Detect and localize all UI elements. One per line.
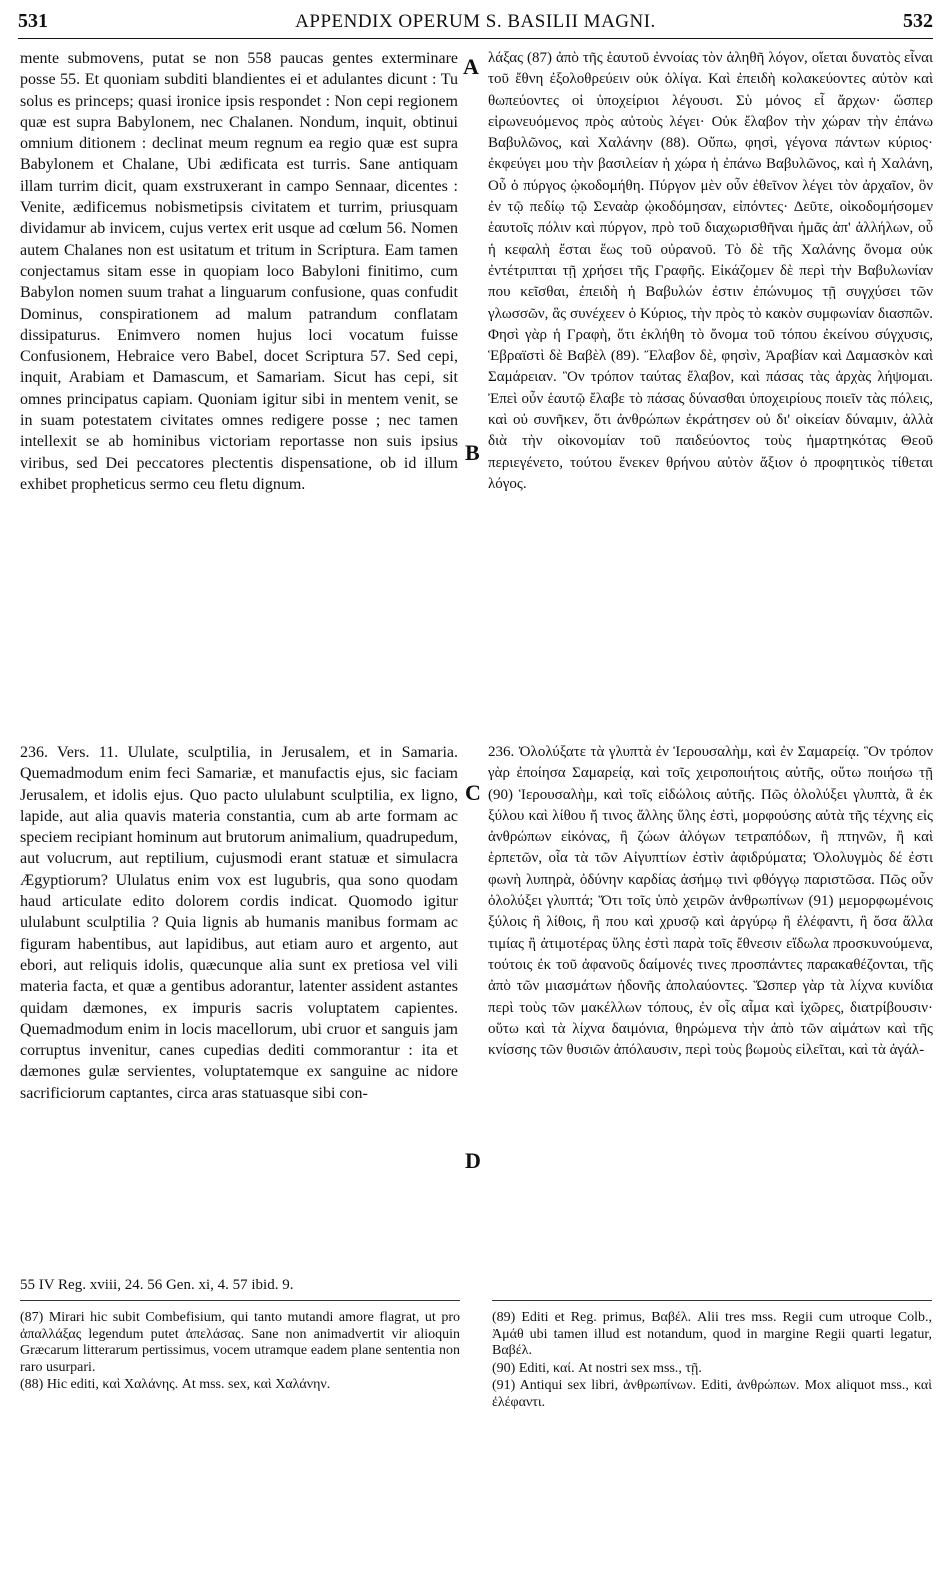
greek-paragraph-1: λάξας (87) ἀπὸ τῆς ἑαυτοῦ ἐννοίας τὸν ἀληθῆ λόγον, οἴεται δυνατὸς εἶναι τοῦ ἔθνη ἐξολοθρεύειν οὐκ ὀλίγα. Καὶ ἐπειδὴ κολακεύοντες αὐτὸν καὶ θωπεύοντες οἱ ὑποχείριοι λέγουσι. Σὺ μόνος εἶ ἄρχων· ὥσπερ εἰρωνευόμενος πρὸς αὐτοὺς λέγει· Οὐκ ἔλαβον τὴν χώραν τὴν ἐπάνω Βαβυλῶνος, καὶ Χαλάνην (88). Οὔπω, φησὶ, γέγονα πάντων κύριος· ἐκφεύγει μου τὴν βασιλείαν ἡ χώρα ἡ ἐπάνω Βαβυλῶνος, καὶ ἡ Χαλάνη, Οὗ ὁ πύργος ᾠκοδομήθη. Πύργον μὲν οὖν ἐθεῖνον λέγει τὸν ἀρχαῖον, ὃν ἐν τῷ πεδίῳ τῷ Σεναὰρ ᾠκοδόμησαν, εἰπόντες· Δεῦτε, οἰκοδομήσομεν ἑαυτοῖς πόλιν καὶ πύργον, πρὸ τοῦ διαχωρισθῆναι ἡμᾶς ἀπ' ἀλλήλων, οὗ ἡ κεφαλὴ ἔσται ἕως τοῦ οὐρανοῦ. Τὸ δὲ τῆς Χαλάνης ὄνομα οὐκ ἐντέτριπται τῇ χρήσει τῆς Γραφῆς. Εἰκάζομεν δὲ περὶ τὴν Βαβυλωνίαν που κεῖσθαι, ἐπειδὴ ἡ Βαβυλών ἐστιν ἐπώνυμος τῇ συγχύσει τῶν γλωσσῶν, ἃς συνέχεεν ὁ Κύριος, τὴν πρὸς τὸ κακὸν συμφωνίαν διασπῶν. Φησὶ γὰρ ἡ Γραφὴ, ὅτι ἐκλήθη τὸ ὄνομα τοῦ τόπου ἐκείνου σύγχυσις, Ἑβραϊστὶ δὲ Βαβὲλ (89). Ἔλαβον δὲ, φησὶν, Ἀραβίαν καὶ Δαμασκὸν καὶ Σαμάρειαν. Ὃν τρόπον ταύτας ἔλαβον, καὶ πάσας τὰς ἀρχὰς λήψομαι. Ἐπεὶ οὖν ἑαυτῷ ἔλαβε τὸ πάσας δύνασθαι ὑποχειρίους ποιεῖν τὰς πόλεις, καὶ οὐ συνῆκεν, ὅτι ἀνθρώπων ἐκράτησεν οὐ δι' οἰκείαν δύναμιν, ἀλλὰ διὰ τὴν οἰκονομίαν τοῦ παιδεύοντος τοὺς ἡμαρτηκότας Θεοῦ περιεγένετο, τούτου ἕνεκεν θρήνου αὐτὸν ἄξιον ὁ προφητικὸς τίθεται λόγος.: [488, 50, 933, 492]
scripture-citations: 55 IV Reg. xviii, 24. 56 Gen. xi, 4. 57 ibid. 9.: [20, 1277, 294, 1293]
latin-column-upper: [20, 48, 458, 708]
footnote-87: (87) Mirari hic subit Combefisium, qui tanto mutandi amore flagrat, ut pro ἀπαλλάξας legendum putet ἀπελάσας. Sane non animadvertit vir alioquin Græcarum litterarum pertissimus, vocem utramque eadem plane sententia non raro usurpari.: [20, 1310, 460, 1375]
margin-letter-d: D: [465, 1148, 481, 1173]
margin-letter-c: C: [465, 780, 481, 805]
footnotes-left: [20, 1310, 460, 1395]
footnote-88: (88) Hic editi, καὶ Χαλάνης. At mss. sex, καὶ Χαλάνην.: [20, 1377, 331, 1392]
footnote-rule-left: [20, 1300, 460, 1301]
margin-letter-b: B: [465, 440, 480, 465]
latin-column-lower: [20, 742, 458, 1264]
margin-letter-a: A: [463, 54, 479, 79]
footnote-89: (89) Editi et Reg. primus, Βαβέλ. Alii tres mss. Regii cum utroque Colb., Ἀμάθ ubi tamen illud est notandum, quod in margine Regii quarti legatur, Βαβέλ.: [492, 1310, 932, 1358]
footnotes-right: [492, 1310, 932, 1412]
greek-column-upper: [488, 48, 933, 708]
latin-paragraph-1: mente submovens, putat se non 558 paucas gentes exterminare posse 55. Et quoniam subditi blandientes ei et adulantes dicunt : Tu solus es princeps; quasi ironice ipsis respondet : Non cepi regionem quæ est supra Babylonem, nec Chalanen. Nondum, inquit, obtinui omnium ditionem : declinat meum regnum ea regio quæ est supra Babylonem et Chalane, Ubi ædificata est turris. Sane antiquam illam turrim dicit, quam exstruxerant in campo Sennaar, dicentes : Venite, ædificemus nobismetipsis civitatem et turrim, priusquam dividamur ab invicem, cujus vertex erit usque ad cœlum 56. Nomen autem Chalanes non est usitatum et tritum in Scriptura. Eam tamen conjectamus sitam esse in quopiam loco Babyloni finitimo, cum Babylon nomen suum trahat a linguarum confusione, quas confudit Dominus, conspirationem ad malum patrandum conflatam dissipaturus. Enimvero nomen hujus loci vocatum fuisse Confusionem, Hebraice vero Babel, docet Scriptura 57. Sed cepi, inquit, Arabiam et Damascum, et Samariam. Sicut has cepi, sit omnes principatus capiam. Quoniam igitur sibi in mentem venit, se in suam potestatem civitates omnes redigere posse ; nec tamen intellexit se ab hominibus victoriam reportasse non suis ipsius viribus, sed Dei peccatores plectentis dispensatione, ob id illum exhibet propheticus sermo ceu fletu dignum.: [20, 50, 458, 493]
footnote-91: (91) Antiqui sex libri, ἀνθρωπίνων. Editi, ἀνθρώπων. Mox aliquot mss., καὶ ἐλέφαντι.: [492, 1378, 932, 1410]
footnote-rule-right: [492, 1300, 932, 1301]
greek-paragraph-2: 236. Ὀλολύξατε τὰ γλυπτὰ ἐν Ἱερουσαλὴμ, καὶ ἐν Σαμαρείᾳ. Ὃν τρόπον γὰρ ἐποίησα Σαμαρείᾳ, καὶ τοῖς χειροποιήτοις αὐτῆς, οὕτω ποιήσω τῇ (90) Ἱερουσαλὴμ, καὶ τοῖς εἰδώλοις αὐτῆς. Πῶς ὀλολύξει γλυπτὰ, ἃ ἐκ ξύλου καὶ λίθου ἤ τινος ἄλλης ὕλης ἐστὶ, μορφούσης αὐτὰ τῆς τέχνης εἰς ἀνθρώπων εἰκόνας, ἢ ζώων ἀλόγων τετραπόδων, ἢ πτηνῶν, ἢ καὶ ἑρπετῶν, οἷα τὰ τῶν Αἰγυπτίων ἐστὶν ἀφιδρύματα; Ὀλολυγμὸς δέ ἐστι φωνὴ λυπηρὰ, ὀδύνην καρδίας ἀσήμῳ τινὶ φθόγγῳ παριστῶσα. Πῶς οὖν ὀλολύξει γλυπτά; Ὅτι τοῖς ὑπὸ χειρῶν ἀνθρωπίνων (91) μεμορφωμένοις ξύλοις ἢ λίθοις, ἢ που καὶ χρυσῷ καὶ ἀργύρῳ ἢ ἐλέφαντι, ἢ ὅσα ἄλλα τιμίας ἢ ἀτιμοτέρας ὕλης ἐστὶ παρὰ τοῖς ἔθνεσιν εἴδωλα προσκυνούμενα, τούτοις ἐκ τοῦ ἀφανοῦς δαίμονές τινες προσπάντες παρακαθέζονται, τῆς ἀπὸ τῶν μιασμάτων ἡδονῆς ἀπολαύοντες. Ὥσπερ γὰρ τὰ λίχνα κυνίδια περὶ τοὺς τῶν μακέλλων τόπους, ἐν οἷς αἷμα καὶ ἰχῶρες, διατρίβουσιν· οὕτω καὶ τὰ λίχνα δαιμόνια, θηρώμενα τὴν ἀπὸ τῶν αἱμάτων καὶ τῆς κνίσσης τῶν θυσιῶν ἀπόλαυσιν, περὶ τοὺς βωμοὺς εἱλεῖται, καὶ τὰ ἀγάλ-: [488, 744, 933, 1059]
footnote-90: (90) Editi, καί. At nostri sex mss., τῇ.: [492, 1360, 702, 1376]
running-title: APPENDIX OPERUM S. BASILII MAGNI.: [295, 11, 656, 32]
greek-column-lower: [488, 742, 933, 1264]
latin-paragraph-2: 236. Vers. 11. Ululate, sculptilia, in Jerusalem, et in Samaria. Quemadmodum enim feci Samariæ, et manufactis ejus, sic faciam Jerusalem, et idolis ejus. Quo pacto ululabunt sculptilia, ex ligno, lapide, aut alia quavis materia constantia, cum ab arte formam ac speciem recipiant hominum aut brutorum animalium, quadrupedum, aut volucrum, aut reptilium, cujusmodi erant statuæ et simulacra Ægyptiorum? Ululatus enim vox est lugubris, qua sono quodam haud articulate edito dolorem cordis indicat. Quomodo igitur ululabunt sculptilia ? Quia lignis ab humanis manibus formam ac figuram habentibus, aut lapidibus, aut etiam auro et argento, aut ebori, aut reliquis idolis, quæcunque alia sunt ex pretiosa vel vili materia facta, et quæ a gentibus adorantur, latenter assident astantes quidam dæmones, ex impuris sacris voluptatem capientes. Quemadmodum enim in locis macellorum, ubi cruor et sanguis jam corruptus invenitur, canes cupedias dediti commorantur : ita et dæmones gulæ servientes, voluptatemque ex sanguine ac nidore sacrificiorum captantes, circa aras statuasque sibi con-: [20, 744, 458, 1102]
page-number-right: 532: [903, 10, 933, 32]
running-header: [18, 8, 933, 39]
page-number-left: 531: [18, 10, 48, 32]
